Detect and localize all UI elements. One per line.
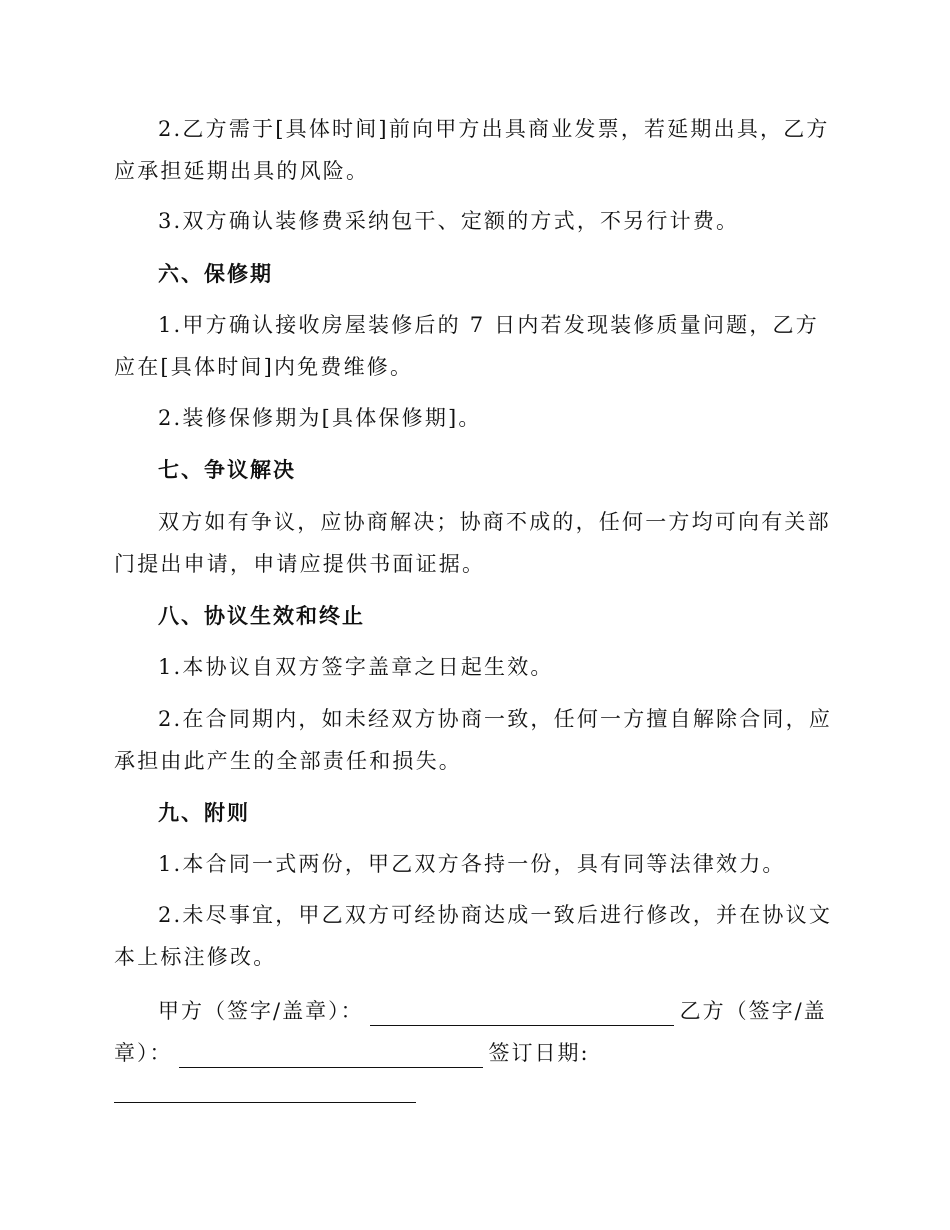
paragraph-amendments: 2.未尽事宜，甲乙双方可经协商达成一致后进行修改，并在协议文本上标注修改。 (114, 903, 833, 969)
paragraph-dispute-resolution: 双方如有争议，应协商解决；协商不成的，任何一方均可向有关部门提出申请，申请应提供书面证据。 (114, 510, 831, 576)
heading-warranty: 六、保修期 (158, 261, 273, 286)
party-b-signature-label-part2: 章）： (114, 1041, 173, 1065)
heading-effect-termination: 八、协议生效和终止 (158, 603, 365, 628)
party-b-signature-label-part1: 乙方（签字/盖 (679, 999, 827, 1023)
signing-date-label: 签订日期: (488, 1041, 590, 1065)
paragraph-effective-date: 1.本协议自双方签字盖章之日起生效。 (158, 655, 554, 679)
signing-date-blank[interactable] (114, 1102, 416, 1103)
signature-line-1 (158, 996, 827, 1026)
paragraph-warranty-repair: 1.甲方确认接收房屋装修后的 7 日内若发现装修质量问题，乙方应在[具体时间]内免费维修。 (114, 313, 819, 379)
party-a-signature-blank[interactable] (370, 1003, 674, 1026)
heading-supplementary: 九、附则 (158, 800, 250, 825)
paragraph-invoice-deadline: 2.乙方需于[具体时间]前向甲方出具商业发票，若延期出具，乙方应承担延期出具的风险。 (114, 117, 830, 183)
heading-dispute: 七、争议解决 (158, 457, 296, 482)
signature-line-2 (114, 1038, 590, 1068)
party-b-signature-blank[interactable] (179, 1045, 483, 1068)
party-a-signature-label: 甲方（签字/盖章）： (158, 999, 364, 1023)
paragraph-termination: 2.在合同期内，如未经双方协商一致，任何一方擅自解除合同，应承担由此产生的全部责任和损失。 (114, 707, 833, 773)
paragraph-fee-method: 3.双方确认装修费采纳包干、定额的方式，不另行计费。 (158, 209, 740, 233)
paragraph-warranty-period: 2.装修保修期为[具体保修期]。 (158, 406, 482, 430)
paragraph-copies: 1.本合同一式两份，甲乙双方各持一份，具有同等法律效力。 (158, 852, 786, 876)
